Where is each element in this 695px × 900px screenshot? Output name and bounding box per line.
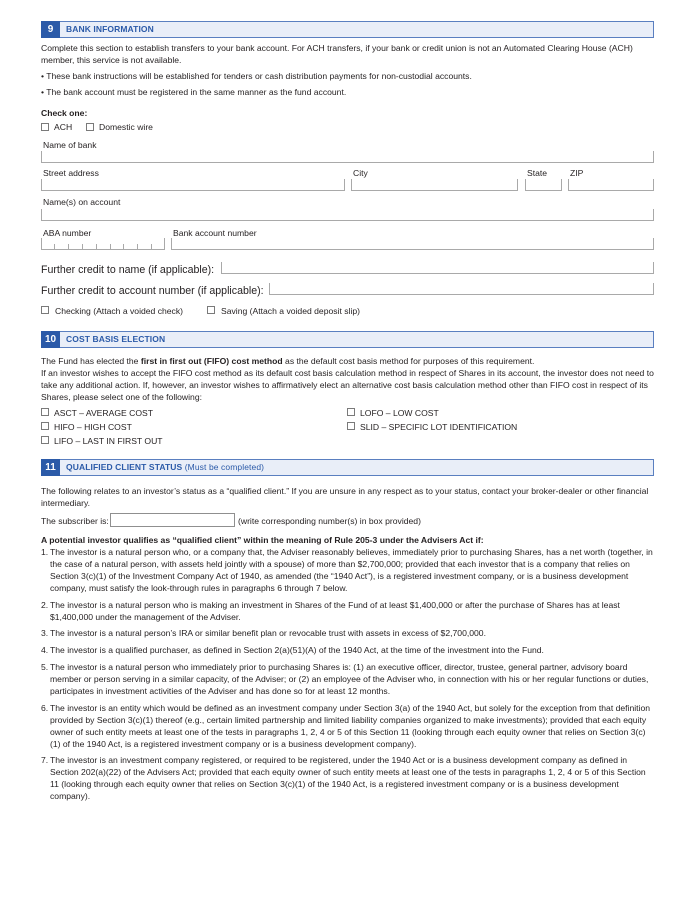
subscriber-hint: (write corresponding number(s) in box provided) bbox=[238, 516, 421, 526]
state-field[interactable] bbox=[525, 179, 562, 191]
further-credit-name-field[interactable] bbox=[221, 262, 654, 274]
names-on-account-label: Name(s) on account bbox=[43, 197, 121, 207]
check-one-label: Check one: bbox=[41, 108, 88, 118]
acst-checkbox[interactable] bbox=[41, 408, 49, 416]
names-on-account-field[interactable] bbox=[41, 209, 654, 221]
zip-label: ZIP bbox=[570, 168, 584, 178]
hifo-checkbox[interactable] bbox=[41, 422, 49, 430]
qualified-client-heading: A potential investor qualifies as “qualified client” within the meaning of Rule 205-3 under the Advisers Act if: bbox=[41, 535, 484, 545]
section-9-bullet-1: • These bank instructions will be established for tenders or cash distribution payments for non-custodial accounts. bbox=[41, 71, 472, 81]
section-10-paragraph-2: If an investor wishes to accept the FIFO cost method as its default cost basis calculation method in respect of Shares in its account, the investor does not need to take any additional action. If, however, an investor wishes to affirmatively elect an alternative cost basis calculation method other than FIFO cost in respect of its Shares, please select one of the following: bbox=[41, 368, 654, 402]
aba-number-label: ABA number bbox=[43, 228, 92, 238]
checking-label: Checking (Attach a voided check) bbox=[55, 306, 184, 316]
subscriber-input[interactable] bbox=[110, 513, 235, 527]
city-label: City bbox=[353, 168, 368, 178]
further-credit-name-label: Further credit to name (if applicable): bbox=[41, 264, 215, 276]
section-11-title: QUALIFIED CLIENT STATUS (Must be completed) bbox=[66, 462, 265, 472]
bank-account-number-label: Bank account number bbox=[173, 228, 257, 238]
street-address-field[interactable] bbox=[41, 179, 345, 191]
section-11-number: 11 bbox=[41, 459, 60, 476]
bank-account-number-field[interactable] bbox=[171, 238, 654, 250]
city-field[interactable] bbox=[351, 179, 518, 191]
section-10-paragraph-1: The Fund has elected the first in first out (FIFO) cost method as the default cost basis method for purposes of this requirement. bbox=[41, 356, 535, 366]
section-9-title: BANK INFORMATION bbox=[66, 24, 154, 34]
list-item: 2. The investor is a natural person who is making an investment in Shares of the Fund of at least $1,400,000 or after the purchase of Shares has at least $1,400,000 under the management of the Adviser. bbox=[41, 600, 620, 622]
aba-digit-dividers bbox=[41, 236, 165, 250]
slid-label: SLID – SPECIFIC LOT IDENTIFICATION bbox=[360, 422, 518, 432]
section-10-title: COST BASIS ELECTION bbox=[66, 334, 166, 344]
list-item: 5. The investor is a natural person who immediately prior to purchasing Shares is: (1) an executive officer, director, trustee, general partner, advisory board member or person serving in a similar capacity, of the Adviser; or (2) an employee of the Adviser who, in connection with his or her regular functions or duties, participates in investment activities of the Adviser and has done so for at least 12 months. bbox=[41, 662, 649, 696]
state-label: State bbox=[527, 168, 548, 178]
zip-field[interactable] bbox=[568, 179, 654, 191]
section-10-number: 10 bbox=[41, 331, 60, 348]
section-9-bullet-2: • The bank account must be registered in the same manner as the fund account. bbox=[41, 87, 347, 97]
name-of-bank-label: Name of bank bbox=[43, 140, 97, 150]
domestic-wire-checkbox[interactable] bbox=[86, 123, 94, 131]
street-address-label: Street address bbox=[43, 168, 99, 178]
further-credit-account-field[interactable] bbox=[269, 283, 654, 295]
ach-label: ACH bbox=[54, 122, 73, 132]
section-11-header bbox=[41, 459, 654, 476]
acst-label: ASCT – AVERAGE COST bbox=[54, 408, 154, 418]
list-item: 7. The investor is an investment company registered, or required to be registered, under the 1940 Act or is a business development company as defined in Section 202(a)(22) of the Advisers Act; provided that each equity owner of such entity meets at least one of the tests in paragraphs 1, 2, 4 or 5 of this Section 11 (looking through each equity owner that relies on Section 3(c)(1) of the 1940 Act, is a registered investment company or is a business development company). bbox=[41, 755, 646, 801]
list-item: 6. The investor is an entity which would be defined as an investment company under Section 3(a) of the 1940 Act, but solely for the exception from that definition provided by Section 3(c)(1) thereof (e.g., certain limited partnership and limited liability companies organized to make investments); provided that each equity owner of such entity meets at least one of the tests in paragraphs 1, 2, 4 or 5 of this Section 11 (looking through each equity owner that relies on Section 3(c)(1) of the 1940 Act, is a registered investment company or is a business development company). bbox=[41, 703, 650, 749]
further-credit-account-label: Further credit to account number (if applicable): bbox=[41, 285, 264, 297]
lofo-label: LOFO – LOW COST bbox=[360, 408, 439, 418]
list-item: 1. The investor is a natural person who, or a company that, the Adviser reasonably believes, immediately prior to purchasing Shares, has a net worth (together, in the case of a natural person, with assets held jointly with a spouse) of more than $2,700,000; provided that each investor that is a company that relies on Section 3(c)(1) of the Investment Company Act of 1940, as amended (the “1940 Act”), is a registered investment company, or is a business development company, must satisfy the look-through rules in paragraphs 6 through 7 below. bbox=[41, 547, 653, 593]
name-of-bank-field[interactable] bbox=[41, 151, 654, 163]
section-10-header bbox=[41, 331, 654, 348]
lofo-checkbox[interactable] bbox=[347, 408, 355, 416]
lifo-label: LIFO – LAST IN FIRST OUT bbox=[54, 436, 163, 446]
saving-label: Saving (Attach a voided deposit slip) bbox=[221, 306, 361, 316]
checking-checkbox[interactable] bbox=[41, 306, 49, 314]
lifo-checkbox[interactable] bbox=[41, 436, 49, 444]
section-9-intro: Complete this section to establish transfers to your bank account. For ACH transfers, if your bank or credit union is not an Automated Clearing House (ACH) member, this service is not available. bbox=[41, 43, 633, 65]
saving-checkbox[interactable] bbox=[207, 306, 215, 314]
section-11-intro: The following relates to an investor’s status as a “qualified client.” If you are unsure in any respect as to your status, contact your broker-dealer or other financial intermediary. bbox=[41, 486, 649, 508]
list-item: 4. The investor is a qualified purchaser, as defined in Section 2(a)(51)(A) of the 1940 Act, at the time of the investment into the Fund. bbox=[41, 645, 544, 655]
section-9-header bbox=[41, 21, 654, 38]
ach-checkbox[interactable] bbox=[41, 123, 49, 131]
section-9-number: 9 bbox=[41, 21, 60, 38]
slid-checkbox[interactable] bbox=[347, 422, 355, 430]
hifo-label: HIFO – HIGH COST bbox=[54, 422, 132, 432]
domestic-wire-label: Domestic wire bbox=[99, 122, 153, 132]
list-item: 3. The investor is a natural person’s IRA or similar benefit plan or revocable trust with assets in excess of $2,700,000. bbox=[41, 628, 486, 638]
subscriber-label: The subscriber is: bbox=[41, 516, 109, 526]
